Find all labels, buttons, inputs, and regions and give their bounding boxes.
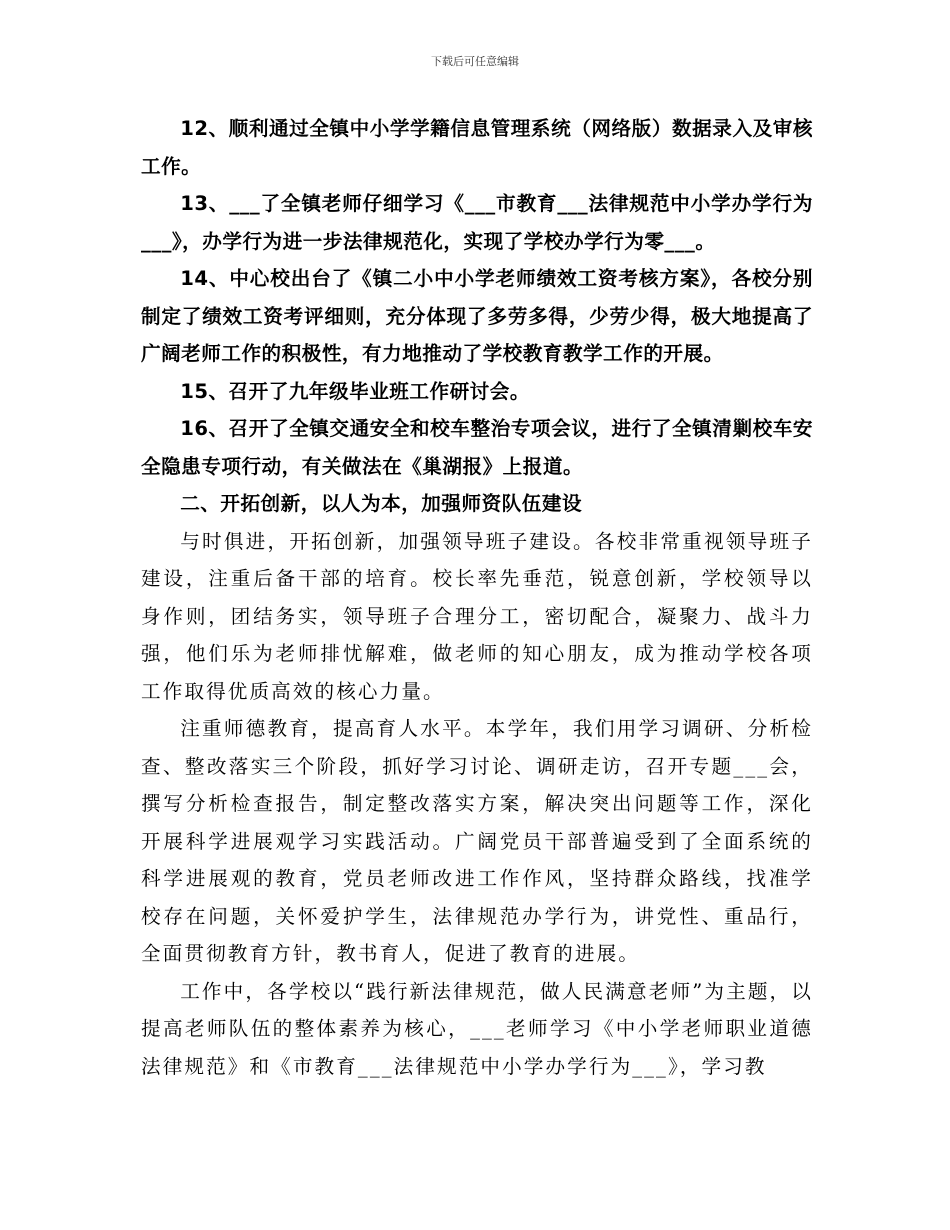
page-header: 下载后可任意编辑: [431, 55, 519, 68]
document-body: [141, 110, 813, 1085]
paragraph-item-12: 12、顺利通过全镇中小学学籍信息管理系统（网络版）数据录入及审核工作。: [141, 117, 813, 178]
paragraph-item-14: 14、中心校出台了《镇二小中小学老师绩效工资考核方案》，各校分别制定了绩效工资考评细则，充分体现了多劳多得，少劳少得，极大地提高了广阔老师工作的积极性，有力地推动了学校教育教学工作的开展。: [141, 267, 813, 365]
paragraph-item-15: 15、召开了九年级毕业班工作研讨会。: [180, 379, 530, 403]
paragraph-work: 工作中，各学校以“践行新法律规范，做人民满意老师”为主题，以提高老师队伍的整体素养为核心，___老师学习《中小学老师职业道德法律规范》和《市教育___法律规范中小学办学行为___》，学习教: [141, 979, 813, 1078]
paragraph-ethics: 注重师德教育，提高育人水平。本学年，我们用学习调研、分析检查、整改落实三个阶段，抓好学习讨论、调研走访，召开专题___会，撰写分析检查报告，制定整改落实方案，解决突出问题等工作，深化开展科学进展观学习实践活动。广阔党员干部普遍受到了全面系统的科学进展观的教育，党员老师改进工作作风，坚持群众路线，找准学校存在问题，关怀爱护学生，法律规范办学行为，讲党性、重品行，全面贯彻教育方针，教书育人，促进了教育的进展。: [141, 717, 813, 965]
paragraph-item-16: 16、召开了全镇交通安全和校车整治专项会议，进行了全镇清剿校车安全隐患专项行动，有关做法在《巢湖报》上报道。: [141, 417, 813, 478]
paragraph-leadership: 与时俱进，开拓创新，加强领导班子建设。各校非常重视领导班子建设，注重后备干部的培育。校长率先垂范，锐意创新，学校领导以身作则，团结务实，领导班子合理分工，密切配合，凝聚力、战斗力强，他们乐为老师排忧解难，做老师的知心朋友，成为推动学校各项工作取得优质高效的核心力量。: [141, 529, 813, 703]
section-heading: 二、开拓创新，以人为本，加强师资队伍建设: [180, 492, 583, 515]
paragraph-item-13: 13、___了全镇老师仔细学习《___市教育___法律规范中小学办学行为___》，办学行为进一步法律规范化，实现了学校办学行为零___。: [141, 192, 813, 253]
